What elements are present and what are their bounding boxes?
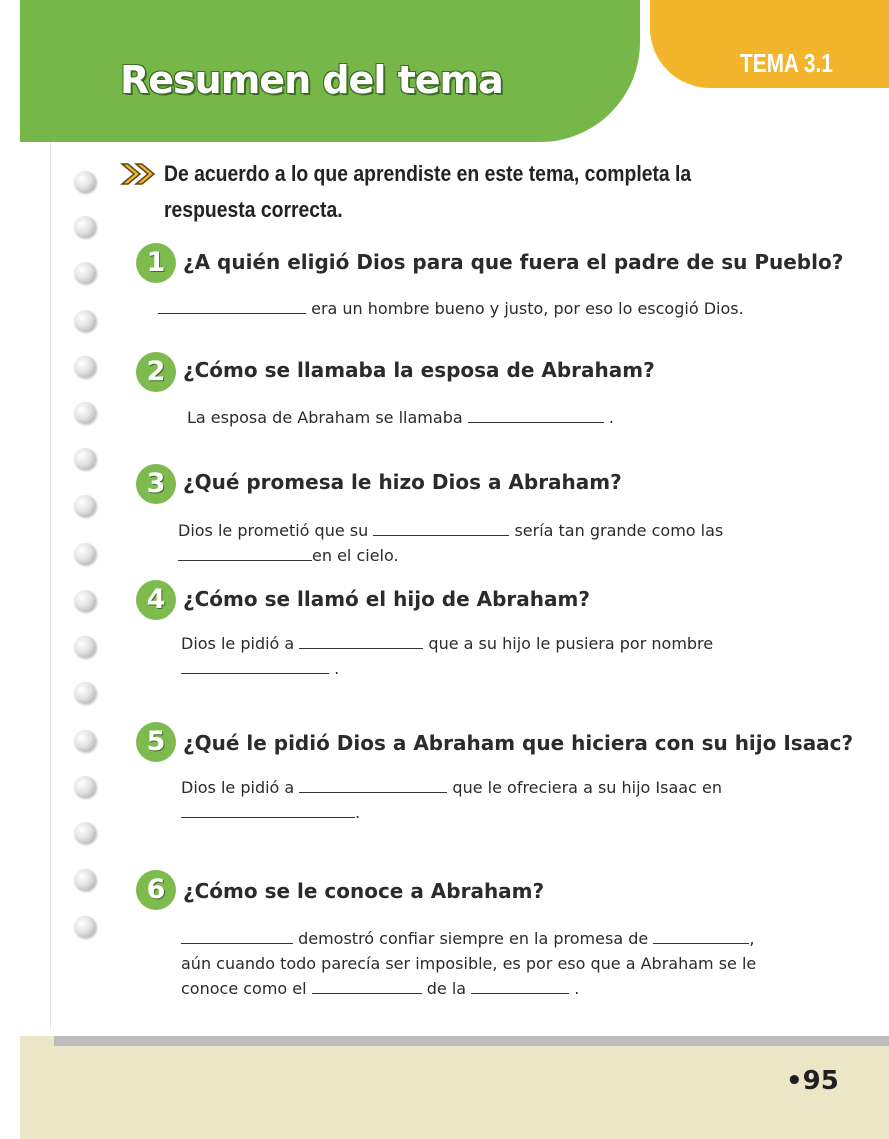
header-banner [20,0,640,142]
answer-blank[interactable] [158,299,306,314]
page-margin [0,0,20,1139]
answer-text: Dios le pidió a que le ofreciera a su hijo Isaac en . [181,778,722,822]
binder-ring-icon [74,402,96,424]
answer-blank[interactable] [181,929,293,944]
question-number-badge: 2 [136,352,176,392]
question-text: ¿Cómo se le conoce a Abraham? [183,879,545,903]
bullet-icon: • [786,1066,803,1096]
binder-ring-icon [74,356,96,378]
answer-blank[interactable] [299,634,423,649]
instruction-text: De acuerdo a lo que aprendiste en este tema, completa la respuesta correcta. [164,161,692,222]
tema-banner [650,0,889,88]
binder-ring-icon [74,262,96,284]
question-text: ¿Qué promesa le hizo Dios a Abraham? [183,470,622,494]
question-text: ¿Cómo se llamó el hijo de Abraham? [183,587,590,611]
question-text: ¿A quién eligió Dios para que fuera el padre de su Pueblo? [183,250,844,274]
question-text: ¿Qué le pidió Dios a Abraham que hiciera con su hijo Isaac? [183,731,854,755]
binder-ring-icon [74,682,96,704]
answer-blank[interactable] [299,778,447,793]
binder-ring-icon [74,776,96,798]
answer-blank[interactable] [178,546,312,561]
tema-label: TEMA 3.1 [740,48,833,78]
answer-blank[interactable] [373,521,509,536]
binder-ring-icon [74,916,96,938]
question-number-badge: 3 [136,464,176,504]
page-title: Resumen del tema [120,58,503,102]
binder-ring-icon [74,636,96,658]
answer-text: era un hombre bueno y justo, por eso lo escogió Dios. [158,296,744,321]
answer-blank[interactable] [468,408,604,423]
answer-blank[interactable] [312,979,422,994]
question-number-badge: 1 [136,243,176,283]
double-chevron-icon [120,160,160,188]
question-number-badge: 5 [136,722,176,762]
binder-ring-icon [74,590,96,612]
answer-blank[interactable] [181,803,355,818]
binder-ring-icon [74,730,96,752]
answer-text: demostró confiar siempre en la promesa de , aún cuando todo parecía ser imposible, es por eso que a Abraham se le conoce como el de la . [181,929,757,998]
binder-ring-icon [74,822,96,844]
question-number-badge: 6 [136,870,176,910]
binder-ring-icon [74,216,96,238]
question-number-badge: 4 [136,580,176,620]
binder-ring-icon [74,310,96,332]
answer-blank[interactable] [471,979,569,994]
binder-ring-icon [74,543,96,565]
answer-blank[interactable] [181,659,329,674]
binder-ring-icon [74,171,96,193]
binder-ring-icon [74,448,96,470]
answer-blank[interactable] [653,929,749,944]
question-text: ¿Cómo se llamaba la esposa de Abraham? [183,358,655,382]
answer-text: Dios le pidió a que a su hijo le pusiera por nombre . [181,634,714,678]
answer-text: Dios le prometió que su sería tan grande como las en el cielo. [178,521,724,565]
binder-ring-icon [74,869,96,891]
page-number: •95 [786,1066,839,1096]
answer-text: La esposa de Abraham se llamaba . [187,408,614,427]
binder-ring-icon [74,495,96,517]
